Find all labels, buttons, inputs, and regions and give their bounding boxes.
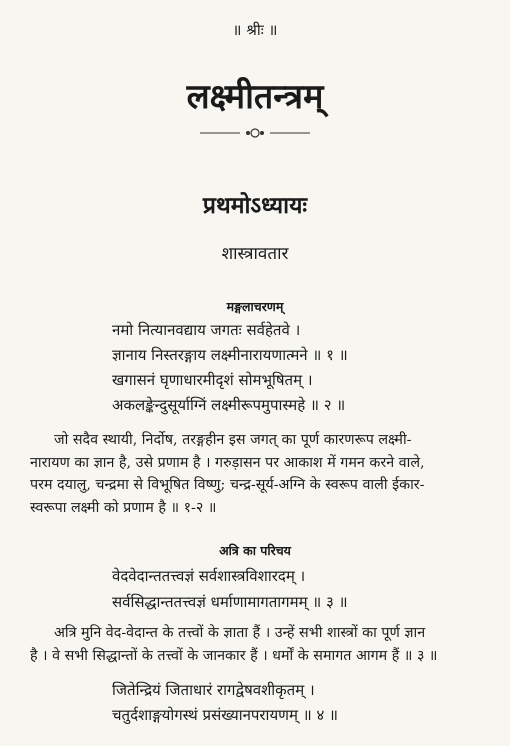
commentary-line: स्वरूपा लक्ष्मी को प्रणाम है ॥ १-२ ॥ [30,499,217,516]
commentary-line: है । वे सभी सिद्धान्तों के तत्त्वों के जानकार हैं । धर्मों के समागत आगम हैं ॥ ३ ॥ [30,647,438,664]
verse-line: चतुर्दशाङ्गयोगस्थं प्रसंख्यानपरायणम् ॥ ४ ॥ [112,706,339,724]
verse-line: नमो नित्यानवद्याय जगतः सर्वहेतवे । [112,321,301,339]
ornament-divider [0,126,510,144]
commentary-line: जो सदैव स्थायी, निर्दोष, तरङ्गहीन इस जगत् का पूर्ण कारणरूप लक्ष्मी- [54,432,412,448]
section-heading: मङ्गलाचरणम् [226,299,284,314]
commentary-paragraph [30,622,486,667]
commentary-line: परम दयालु, चन्द्रमा से विभूषित विष्णु; चन्द्र-सूर्य-अग्नि के स्वरूप वाली ईकार- [30,477,425,494]
invocation-shri: ॥ श्रीः ॥ [232,21,278,39]
verse-line: वेदवेदान्ततत्त्वज्ञं सर्वशास्त्रविशारदम् । [112,567,306,585]
verse-line: अकलङ्केन्दुसूर्याग्निं लक्ष्मीरूपमुपास्महे ॥ २ ॥ [112,396,346,414]
verse-line: जितेन्द्रियं जिताधारं रागद्वेषवशीकृतम् । [112,681,315,699]
book-title: लक्ष्मीतन्त्रम् [186,77,324,117]
chapter-title: प्रथमोऽध्यायः [202,192,308,219]
ornament-icon [200,126,310,140]
verse-line: ज्ञानाय निस्तरङ्गाय लक्ष्मीनारायणात्मने ॥ १ ॥ [112,346,348,364]
section-heading: अत्रि का परिचय [219,543,291,558]
commentary-paragraph [30,429,486,519]
commentary-line: नारायण का ज्ञान है, उसे प्रणाम है । गरुड़ासन पर आकाश में गमन करने वाले, [30,454,425,471]
chapter-subtitle: शास्त्रावतार [221,244,289,264]
verse-line: सर्वसिद्धान्ततत्त्वज्ञं धर्माणामागतागमम् ॥ ३ ॥ [112,593,348,611]
commentary-line: अत्रि मुनि वेद-वेदान्त के तत्त्वों के ज्ञाता हैं । उन्हें सभी शास्त्रों का पूर्ण ज्ञान [54,625,426,641]
verse-line: खगासनं घृणाधारमीदृशं सोमभूषितम् । [112,371,313,389]
